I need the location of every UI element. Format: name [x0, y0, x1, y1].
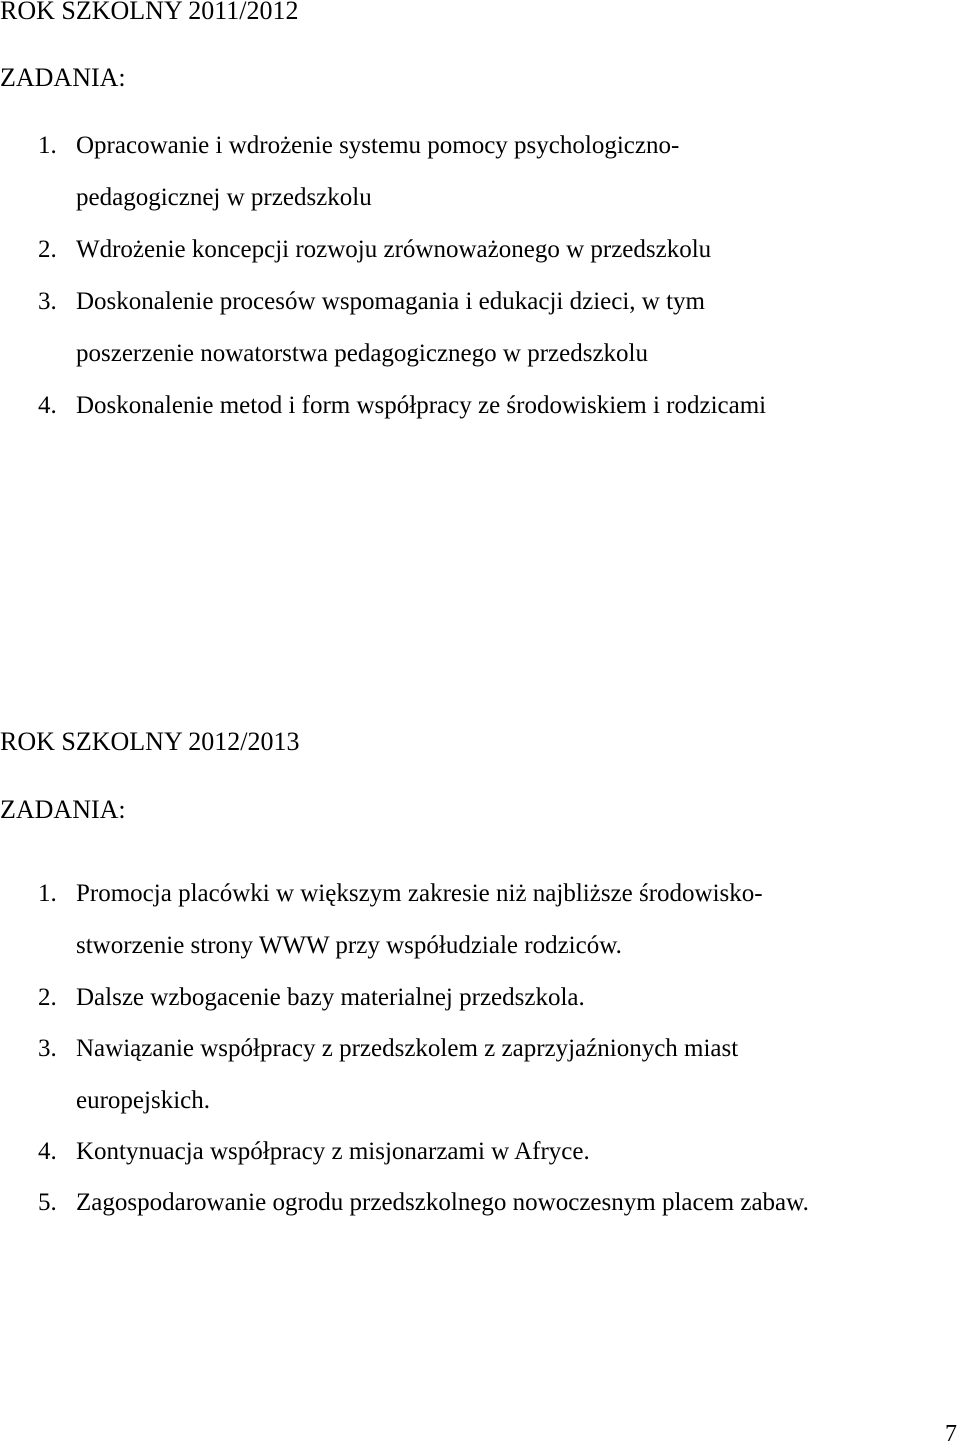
- tasks-label-2012: ZADANIA:: [0, 795, 126, 824]
- list-item-continuation: europejskich.: [76, 1087, 210, 1114]
- list-item-text: Opracowanie i wdrożenie systemu pomocy psychologiczno-: [76, 132, 680, 159]
- list-item-text: Nawiązanie współpracy z przedszkolem z zaprzyjaźnionych miast: [76, 1035, 739, 1062]
- list-item-number: 1.: [38, 132, 57, 159]
- list-item-number: 1.: [38, 880, 57, 907]
- list-item-continuation: poszerzenie nowatorstwa pedagogicznego w przedszkolu: [76, 340, 648, 367]
- list-item-number: 2.: [38, 984, 57, 1011]
- list-item-text: Doskonalenie metod i form współpracy ze środowiskiem i rodzicami: [76, 392, 767, 419]
- list-item-text: Kontynuacja współpracy z misjonarzami w Afryce.: [76, 1138, 590, 1165]
- section-title-2012: ROK SZKOLNY 2012/2013: [0, 727, 300, 756]
- list-item-number: 4.: [38, 1138, 57, 1165]
- tasks-label-2011: ZADANIA:: [0, 63, 126, 92]
- list-item-text: Dalsze wzbogacenie bazy materialnej przedszkola.: [76, 984, 585, 1011]
- list-item-text: Wdrożenie koncepcji rozwoju zrównoważonego w przedszkolu: [76, 236, 712, 263]
- list-item-text: Promocja placówki w większym zakresie niż najbliższe środowisko-: [76, 880, 763, 907]
- list-item-text: Doskonalenie procesów wspomagania i edukacji dzieci, w tym: [76, 288, 705, 315]
- list-item-number: 4.: [38, 392, 57, 419]
- list-item-number: 3.: [38, 1035, 57, 1062]
- list-item-continuation: stworzenie strony WWW przy współudziale rodziców.: [76, 932, 622, 959]
- list-item-number: 5.: [38, 1189, 57, 1216]
- list-item-text: Zagospodarowanie ogrodu przedszkolnego nowoczesnym placem zabaw.: [76, 1189, 809, 1216]
- section-title-2011: ROK SZKOLNY 2011/2012: [0, 0, 299, 25]
- list-item-continuation: pedagogicznej w przedszkolu: [76, 184, 372, 211]
- list-item-number: 2.: [38, 236, 57, 263]
- list-item-number: 3.: [38, 288, 57, 315]
- page-number: 7: [945, 1421, 957, 1447]
